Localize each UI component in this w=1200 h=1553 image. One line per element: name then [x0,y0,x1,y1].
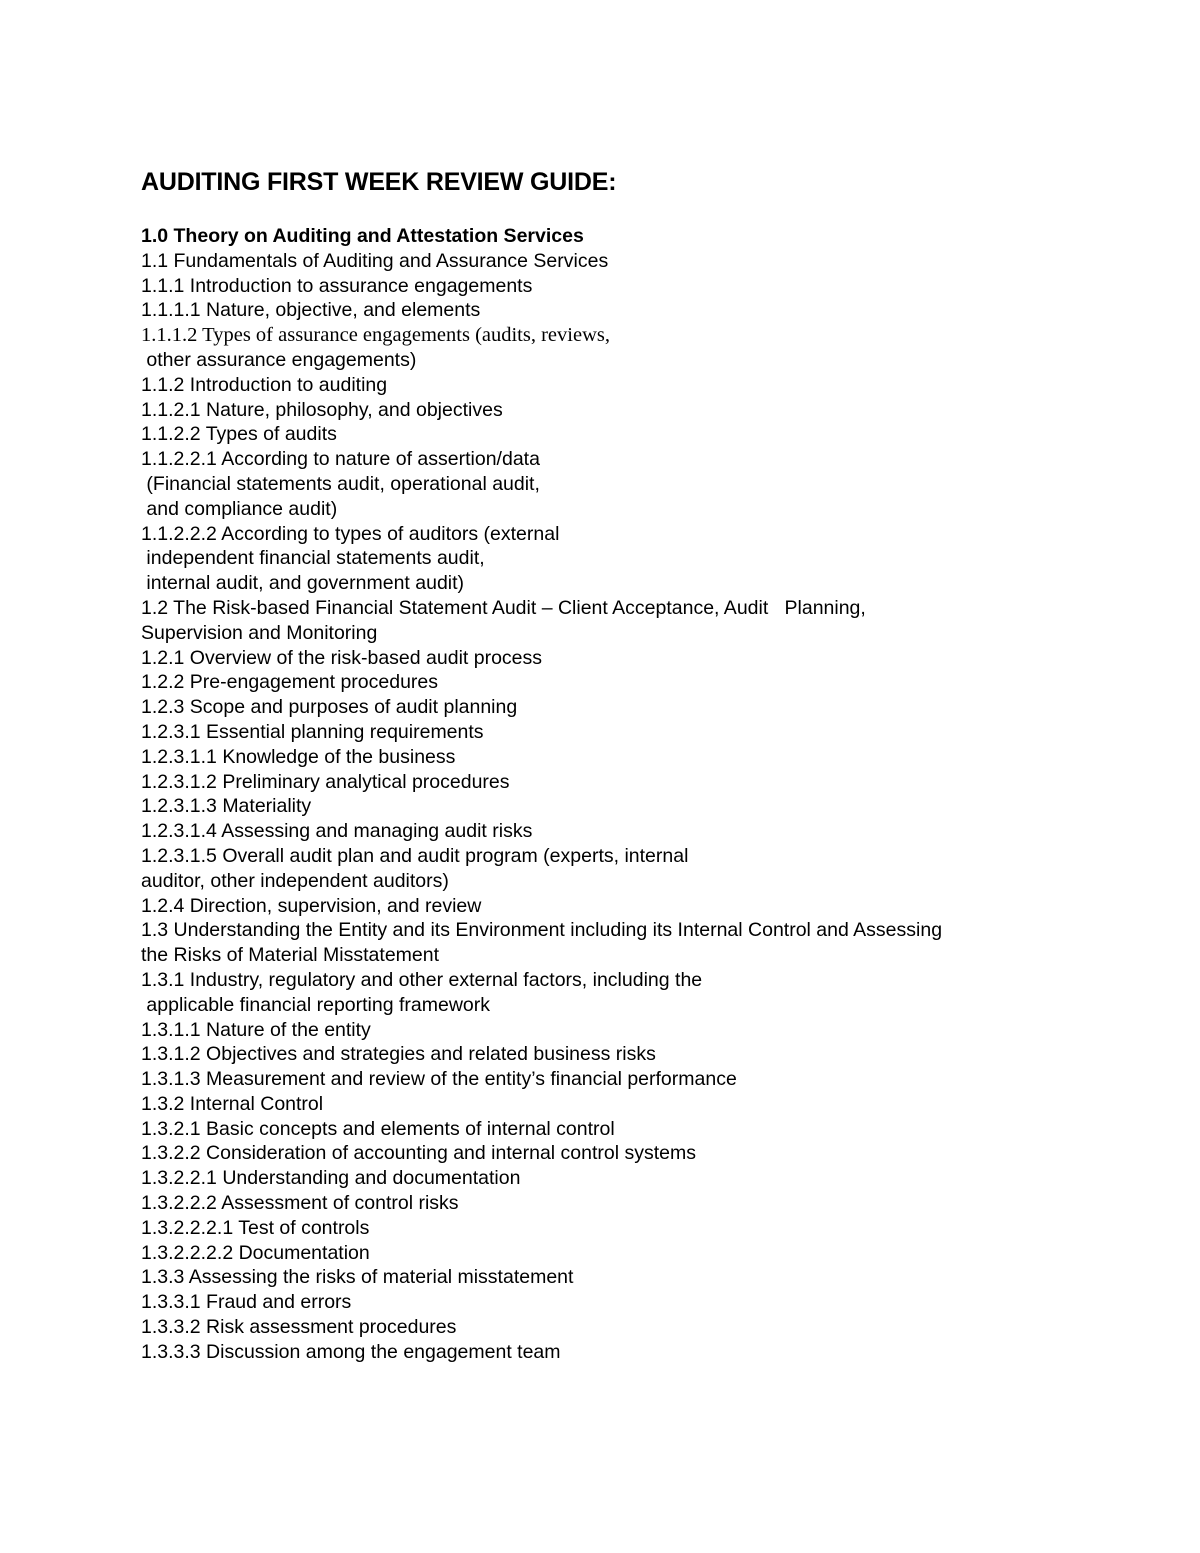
outline-line: 1.3.1.3 Measurement and review of the entity’s financial performance [141,1068,737,1091]
outline-line: 1.2 The Risk-based Financial Statement Audit – Client Acceptance, Audit Planning, [141,596,866,619]
outline-line: 1.1.2 Introduction to auditing [141,373,388,396]
outline-line: 1.3.3.2 Risk assessment procedures [141,1316,457,1339]
outline-line: 1.2.3.1.5 Overall audit plan and audit program (experts, internal [141,844,689,867]
outline-line: 1.3 Understanding the Entity and its Environment including its Internal Control and Assessing [141,919,943,942]
outline-line: 1.3.2.2.2.1 Test of controls [141,1216,370,1239]
outline-line: applicable financial reporting framework [141,993,491,1016]
outline-line: other assurance engagements) [141,348,417,371]
outline-line: 1.1.2.2.2 According to types of auditors (external [141,522,560,545]
outline-line: 1.1.1 Introduction to assurance engagements [141,274,533,297]
outline-line: independent financial statements audit, [141,547,485,570]
outline-line: 1.3.2.2.2 Assessment of control risks [141,1192,459,1215]
outline-line: 1.3.1.1 Nature of the entity [141,1018,371,1041]
outline-line: 1.3.3 Assessing the risks of material misstatement [141,1266,574,1289]
outline-line: 1.1.2.1 Nature, philosophy, and objectives [141,398,503,421]
outline-line: 1.3.2 Internal Control [141,1092,324,1115]
outline-line: 1.2.3.1.4 Assessing and managing audit risks [141,820,533,843]
outline-line: 1.2.3.1.1 Knowledge of the business [141,745,456,768]
outline-line: and compliance audit) [141,497,338,520]
outline-line: 1.3.3.1 Fraud and errors [141,1291,352,1314]
document-title: AUDITING FIRST WEEK REVIEW GUIDE: [141,168,617,196]
outline-line: 1.3.2.1 Basic concepts and elements of internal control [141,1117,615,1140]
outline-line: 1.3.1.2 Objectives and strategies and related business risks [141,1043,656,1066]
outline-line: 1.3.3.3 Discussion among the engagement team [141,1340,561,1363]
outline-line: 1.2.3 Scope and purposes of audit planning [141,696,518,719]
outline-line: 1.1 Fundamentals of Auditing and Assurance Services [141,249,609,272]
outline-line: 1.1.2.2 Types of audits [141,423,337,446]
outline-line: 1.0 Theory on Auditing and Attestation Services [141,225,584,247]
outline-list [141,224,1061,1365]
outline-line: 1.1.1.2 Types of assurance engagements (audits, reviews, [141,324,610,347]
outline-line: the Risks of Material Misstatement [141,944,440,967]
outline-line: 1.3.2.2 Consideration of accounting and internal control systems [141,1142,696,1165]
outline-line: internal audit, and government audit) [141,572,465,595]
outline-line: 1.2.3.1 Essential planning requirements [141,720,484,743]
outline-line: 1.2.3.1.3 Materiality [141,795,312,818]
outline-line: 1.2.1 Overview of the risk-based audit process [141,646,543,669]
outline-line: 1.3.2.2.2.2 Documentation [141,1241,370,1264]
outline-line: 1.2.2 Pre-engagement procedures [141,671,439,694]
outline-line: 1.2.3.1.2 Preliminary analytical procedures [141,770,510,793]
outline-line: 1.3.1 Industry, regulatory and other external factors, including the [141,968,703,991]
outline-line: 1.3.2.2.1 Understanding and documentation [141,1167,521,1190]
outline-line: Supervision and Monitoring [141,621,378,644]
outline-line: 1.1.2.2.1 According to nature of assertion/data [141,448,540,471]
outline-line: 1.1.1.1 Nature, objective, and elements [141,299,481,322]
outline-line: (Financial statements audit, operational audit, [141,472,540,495]
outline-line: auditor, other independent auditors) [141,869,449,892]
document-body [141,166,1061,1365]
outline-line: 1.2.4 Direction, supervision, and review [141,894,482,917]
